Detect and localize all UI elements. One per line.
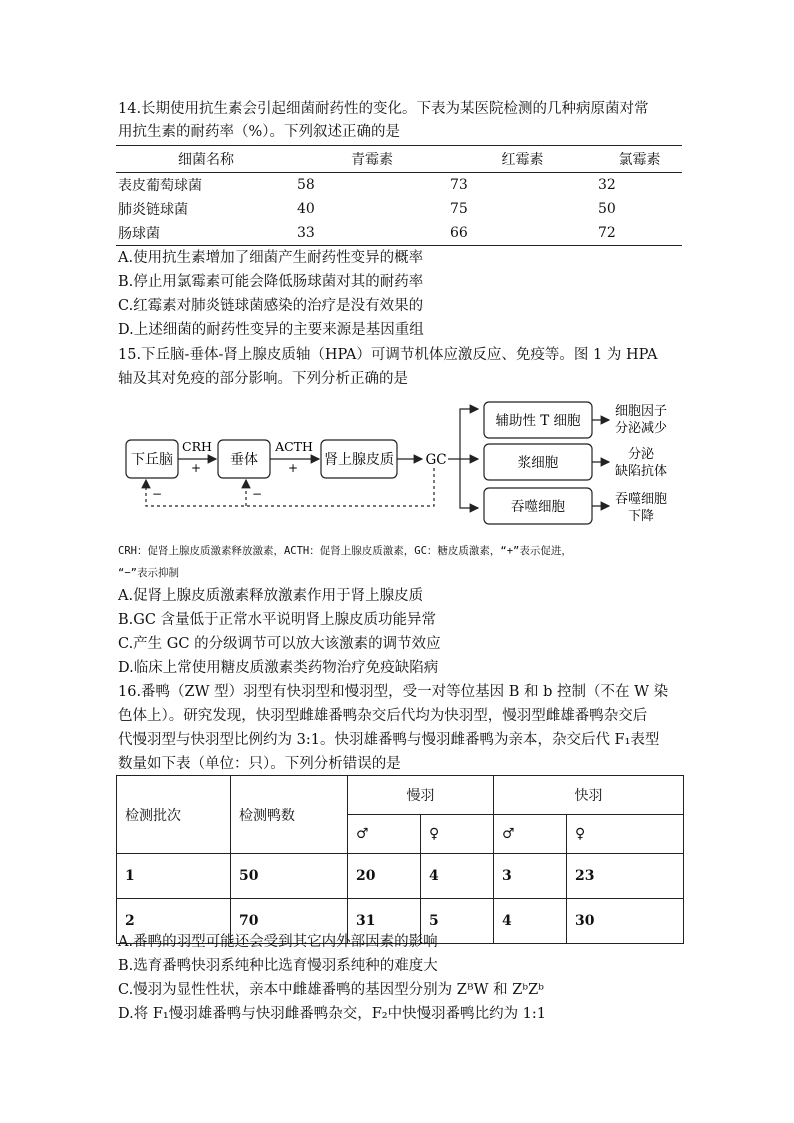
- female-symbol: ♀: [567, 815, 684, 854]
- q14-resistance-table: [116, 145, 682, 246]
- table-header: 细菌名称: [116, 146, 295, 173]
- q14-stem-line2: 用抗生素的耐药率（%）。下列叙述正确的是: [118, 124, 401, 140]
- q15-stem-line1: 15.下丘脑-垂体-肾上腺皮质轴（HPA）可调节机体应激反应、免疫等。图 1 为 HPA: [118, 347, 658, 363]
- table-cell: 66: [448, 221, 596, 246]
- table-row: [116, 221, 682, 246]
- table-header: 氯霉素: [596, 146, 682, 173]
- table-cell: 31: [348, 899, 421, 944]
- table-cell: 20: [348, 854, 421, 899]
- q16-stem-line1: 16.番鸭（ZW 型）羽型有快羽型和慢羽型，受一对等位基因 B 和 b 控制（不在 W 染: [118, 684, 669, 700]
- table-header: 红霉素: [448, 146, 596, 173]
- table-cell: 73: [450, 177, 468, 193]
- q16-stem-line2: 色体上）。研究发现，快羽型雌雄番鸭杂交后代均为快羽型，慢羽型雌雄番鸭杂交后: [118, 708, 648, 724]
- crh-label: CRH: [182, 439, 212, 454]
- table-header: 检测批次: [117, 776, 231, 854]
- gc-label: GC: [425, 452, 447, 468]
- effect3-line2: 下降: [627, 509, 655, 524]
- q15-option-b: B.GC 含量低于正常水平说明肾上腺皮质功能异常: [118, 612, 437, 628]
- phagocyte-label: 吞噬细胞: [511, 499, 565, 515]
- table-header-row: [117, 776, 684, 815]
- table-cell: 肠球菌: [116, 221, 295, 246]
- plus-sign: +: [190, 461, 202, 475]
- q16-feather-table: [116, 775, 684, 944]
- q16-stem-line4: 数量如下表（单位：只）。下列分析错误的是: [118, 756, 401, 772]
- table-cell: 1: [117, 854, 231, 899]
- table-header: 快羽: [494, 776, 684, 815]
- table-cell: 75: [450, 201, 468, 217]
- female-symbol: ♀: [421, 815, 494, 854]
- q16-option-b: B.选育番鸭快羽系纯种比选育慢羽系纯种的难度大: [118, 958, 438, 974]
- table-cell: 72: [596, 221, 682, 246]
- table-row: [116, 197, 682, 221]
- q14-option-d: D.上述细菌的耐药性变异的主要来源是基因重组: [118, 322, 424, 338]
- table-header: 检测鸭数: [231, 776, 348, 854]
- male-symbol: ♂: [494, 815, 567, 854]
- effect1-line1: 细胞因子: [614, 404, 668, 419]
- table-cell: 70: [231, 899, 348, 944]
- minus-sign: −: [152, 487, 163, 501]
- q14-option-a: A.使用抗生素增加了细菌产生耐药性变异的概率: [118, 250, 424, 266]
- table-cell: 肺炎链球菌: [118, 202, 188, 218]
- table-cell: 30: [567, 899, 684, 944]
- table-cell: 50: [231, 854, 348, 899]
- q16-option-c: C.慢羽为显性性状，亲本中雌雄番鸭的基因型分别为 ZᴮW 和 ZᵇZᵇ: [118, 982, 544, 998]
- table-cell: 23: [567, 854, 684, 899]
- q14-option-b: B.停止用氯霉素可能会降低肠球菌对其的耐药率: [118, 274, 424, 290]
- table-cell: 5: [421, 899, 494, 944]
- table-header: 慢羽: [348, 776, 494, 815]
- table-cell: 4: [494, 899, 567, 944]
- pituitary-label: 垂体: [230, 452, 258, 468]
- q15-caption-line1: CRH：促肾上腺皮质激素释放激素，ACTH：促肾上腺皮质激素，GC：糖皮质激素，“+”表示促进，: [118, 545, 572, 557]
- table-cell: 2: [117, 899, 231, 944]
- table-cell: 表皮葡萄球菌: [118, 178, 202, 194]
- table-cell: 33: [295, 221, 448, 246]
- q16-option-d: D.将 F₁慢羽雄番鸭与快羽雌番鸭杂交，F₂中快慢羽番鸭比约为 1:1: [118, 1006, 547, 1022]
- q14-option-c: C.红霉素对肺炎链球菌感染的治疗是没有效果的: [118, 298, 424, 314]
- table-row: [117, 854, 684, 899]
- table-cell: 32: [598, 177, 616, 193]
- table-row: [116, 173, 682, 198]
- q16-option-a: A.番鸭的羽型可能还会受到其它内外部因素的影响: [118, 934, 438, 950]
- effect3-line1: 吞噬细胞: [614, 492, 668, 507]
- q15-caption-line2: “−”表示抑制: [118, 567, 179, 579]
- hpa-axis-diagram: [118, 400, 698, 530]
- plasma-cell-label: 浆细胞: [517, 455, 559, 471]
- q16-stem-line3: 代慢羽型与快羽型比例约为 3:1。快羽雄番鸭与慢羽雌番鸭为亲本，杂交后代 F₁表型: [118, 732, 660, 748]
- acth-label: ACTH: [275, 439, 313, 454]
- q15-option-a: A.促肾上腺皮质激素释放激素作用于肾上腺皮质: [118, 588, 424, 604]
- effect2-line1: 分泌: [627, 447, 655, 462]
- plus-sign: +: [287, 461, 299, 475]
- table-cell: 50: [598, 201, 616, 217]
- adrenal-cortex-label: 肾上腺皮质: [324, 452, 394, 468]
- helper-t-cell-label: 辅助性 T 细胞: [495, 413, 581, 429]
- effect1-line2: 分泌减少: [614, 421, 668, 436]
- table-cell: 4: [421, 854, 494, 899]
- table-header-row: [116, 146, 682, 173]
- q15-option-c: C.产生 GC 的分级调节可以放大该激素的调节效应: [118, 636, 441, 652]
- table-cell: 40: [297, 201, 315, 217]
- table-cell: 58: [297, 177, 315, 193]
- table-cell: 3: [494, 854, 567, 899]
- hypothalamus-label: 下丘脑: [131, 452, 173, 468]
- q14-stem-line1: 14.长期使用抗生素会引起细菌耐药性的变化。下表为某医院检测的几种病原菌对常: [118, 101, 649, 117]
- q15-option-d: D.临床上常使用糖皮质激素类药物治疗免疫缺陷病: [118, 660, 439, 676]
- q15-stem-line2: 轴及其对免疫的部分影响。下列分析正确的是: [118, 371, 408, 387]
- table-header: 青霉素: [295, 146, 448, 173]
- effect2-line2: 缺陷抗体: [614, 464, 668, 479]
- minus-sign: −: [252, 487, 263, 501]
- male-symbol: ♂: [348, 815, 421, 854]
